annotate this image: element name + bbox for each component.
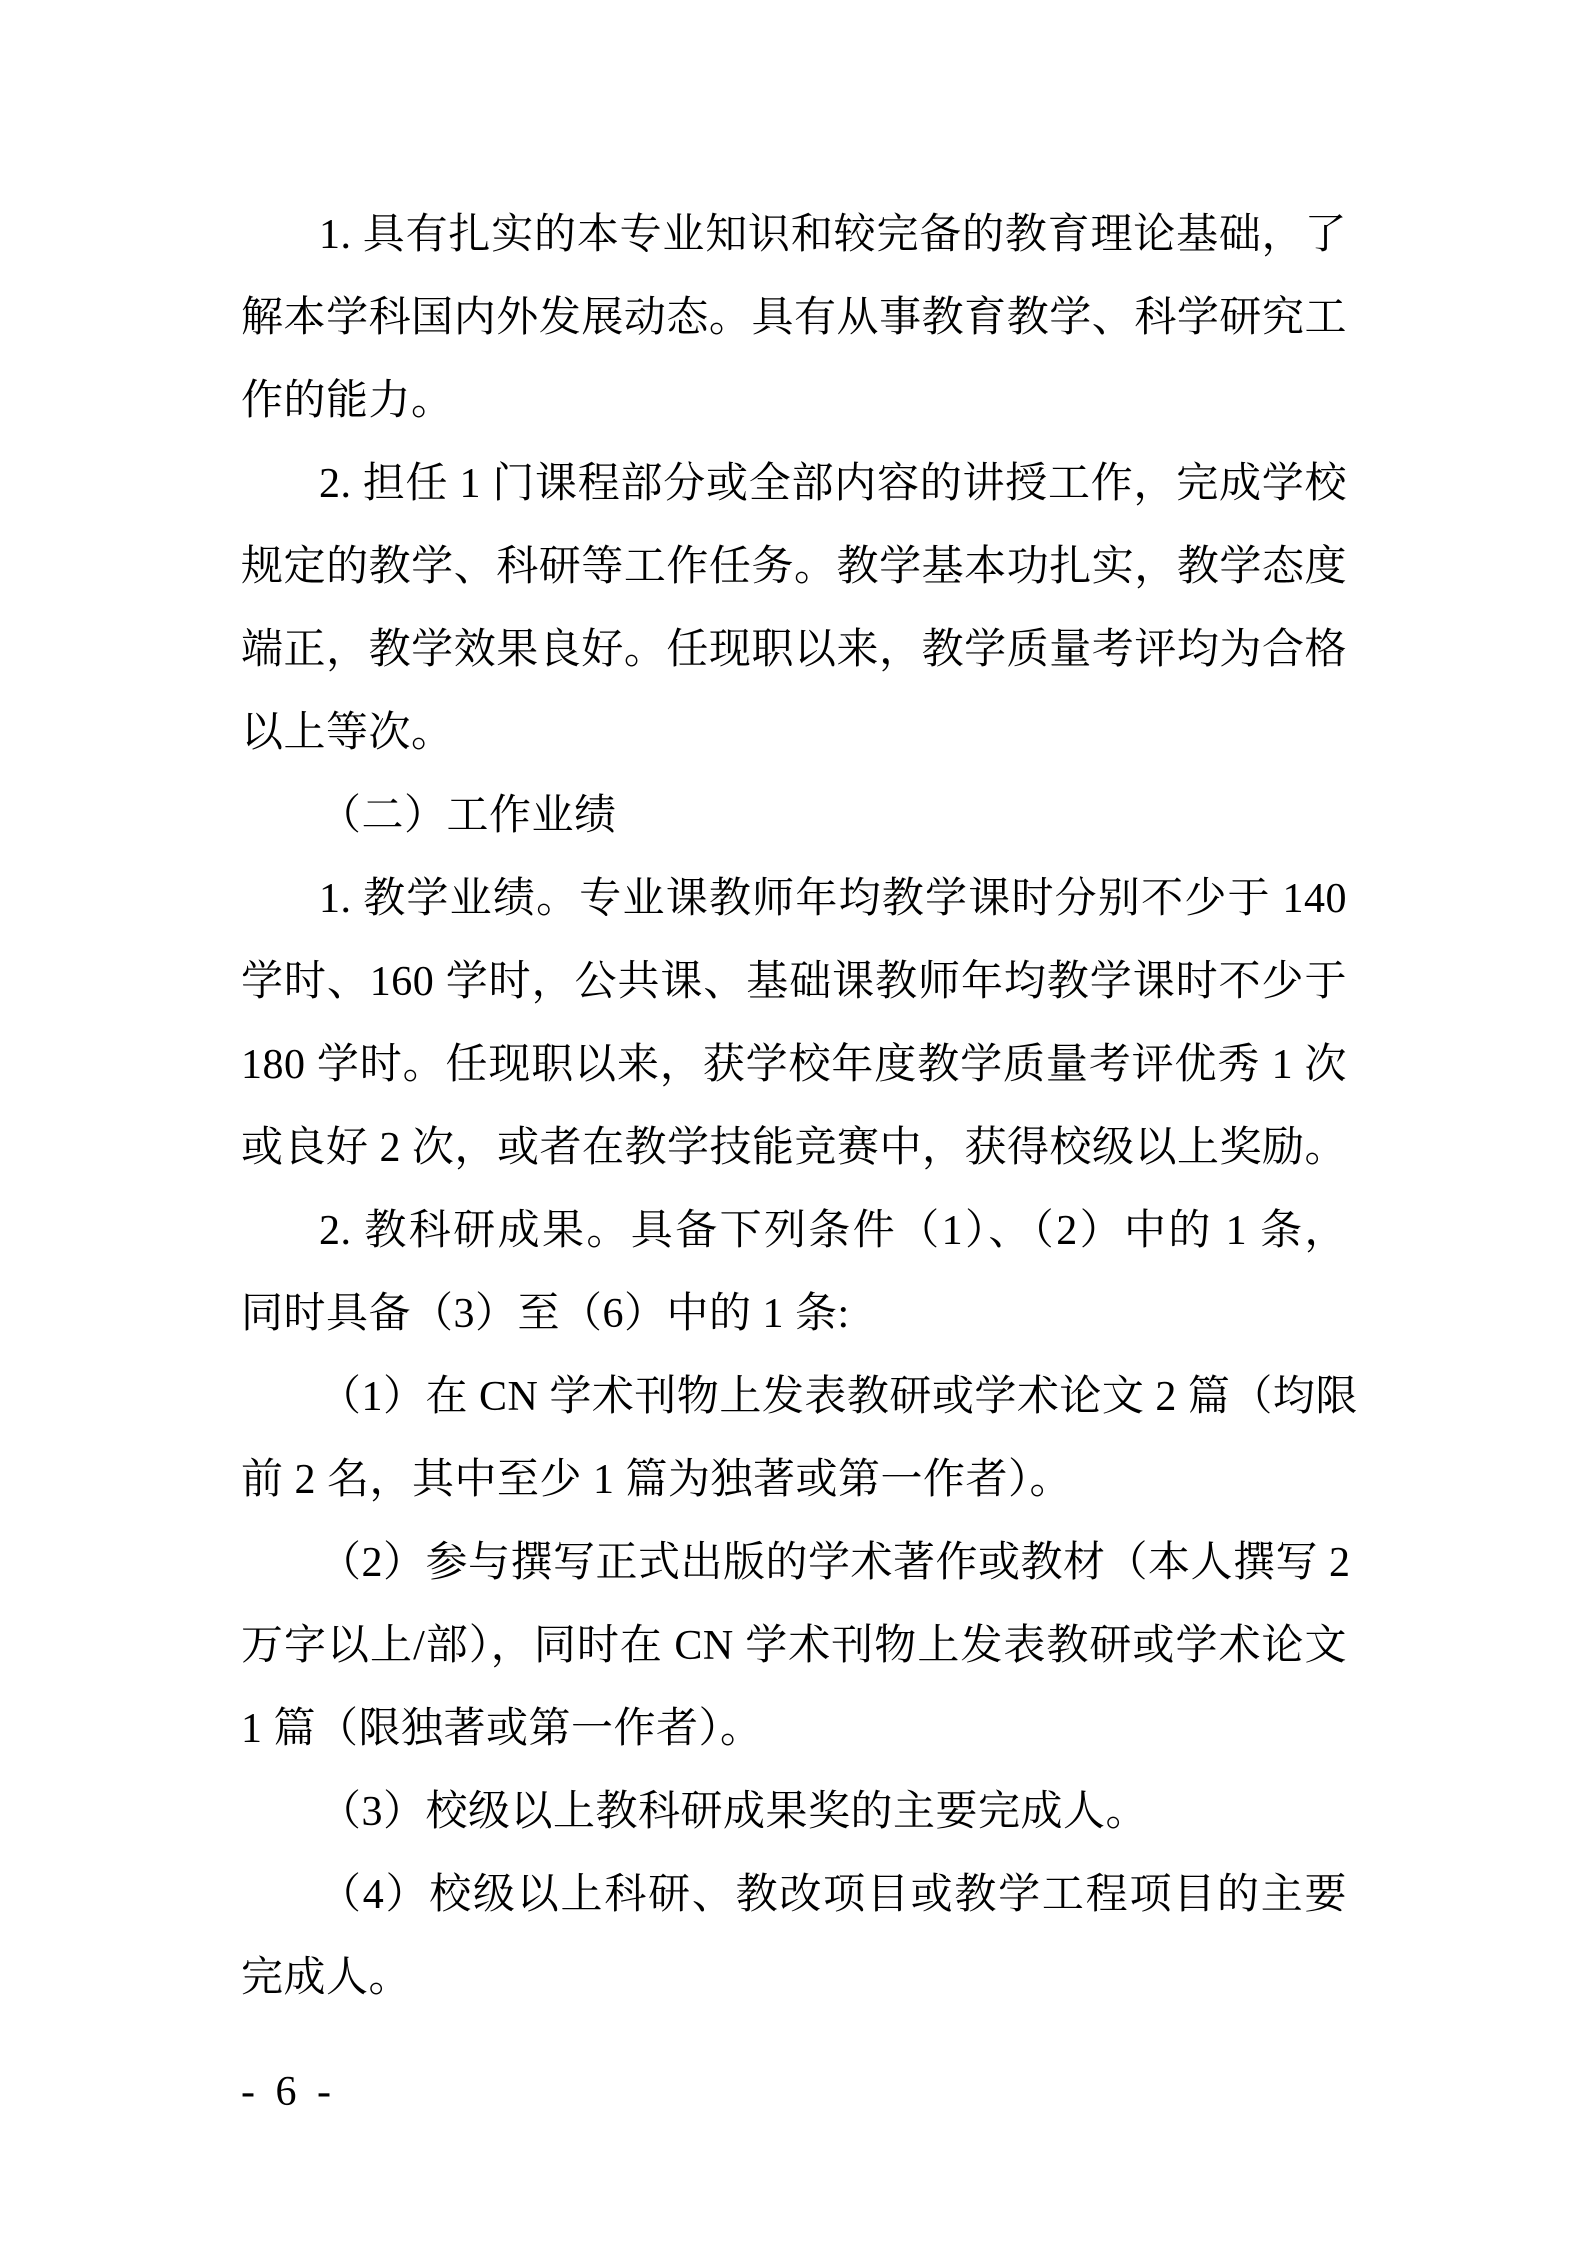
text-line: 1. 具有扎实的本专业知识和较完备的教育理论基础，了 — [319, 212, 1347, 258]
page-number: - 6 - — [241, 2069, 336, 2115]
text-line: （2）参与撰写正式出版的学术著作或教材（本人撰写 2 — [319, 1540, 1351, 1586]
section-heading-line: （二）工作业绩 — [319, 793, 617, 839]
text-line: 完成人。 — [241, 1955, 412, 2001]
text-line: 2. 教科研成果。具备下列条件（1）、（2）中的 1 条， — [319, 1208, 1347, 1254]
text-line: 规定的教学、科研等工作任务。教学基本功扎实，教学态度 — [241, 544, 1347, 590]
text-line: 2. 担任 1 门课程部分或全部内容的讲授工作，完成学校 — [319, 461, 1347, 507]
text-line: 作的能力。 — [241, 378, 454, 424]
text-line: 万字以上/部），同时在 CN 学术刊物上发表教研或学术论文 — [241, 1623, 1347, 1669]
text-line: 1. 教学业绩。专业课教师年均教学课时分别不少于 140 — [319, 876, 1347, 922]
text-line: 或良好 2 次，或者在教学技能竞赛中，获得校级以上奖励。 — [241, 1125, 1348, 1171]
text-line: 解本学科国内外发展动态。具有从事教育教学、科学研究工 — [241, 295, 1347, 341]
document-text-block — [241, 194, 1358, 2020]
text-line: 前 2 名，其中至少 1 篇为独著或第一作者）。 — [241, 1457, 1073, 1503]
text-line: 180 学时。任现职以来，获学校年度教学质量考评优秀 1 次 — [241, 1042, 1347, 1088]
text-line: 同时具备（3）至（6）中的 1 条: — [241, 1291, 850, 1337]
text-line: 以上等次。 — [241, 710, 454, 756]
text-line: 学时、160 学时，公共课、基础课教师年均教学课时不少于 — [241, 959, 1347, 1005]
text-line: 1 篇（限独著或第一作者）。 — [241, 1706, 763, 1752]
text-line: 端正，教学效果良好。任现职以来，教学质量考评均为合格 — [241, 627, 1347, 673]
text-line: （1）在 CN 学术刊物上发表教研或学术论文 2 篇（均限 — [319, 1374, 1358, 1420]
text-line: （3）校级以上教科研成果奖的主要完成人。 — [319, 1789, 1149, 1835]
text-line: （4）校级以上科研、教改项目或教学工程项目的主要 — [319, 1872, 1347, 1918]
